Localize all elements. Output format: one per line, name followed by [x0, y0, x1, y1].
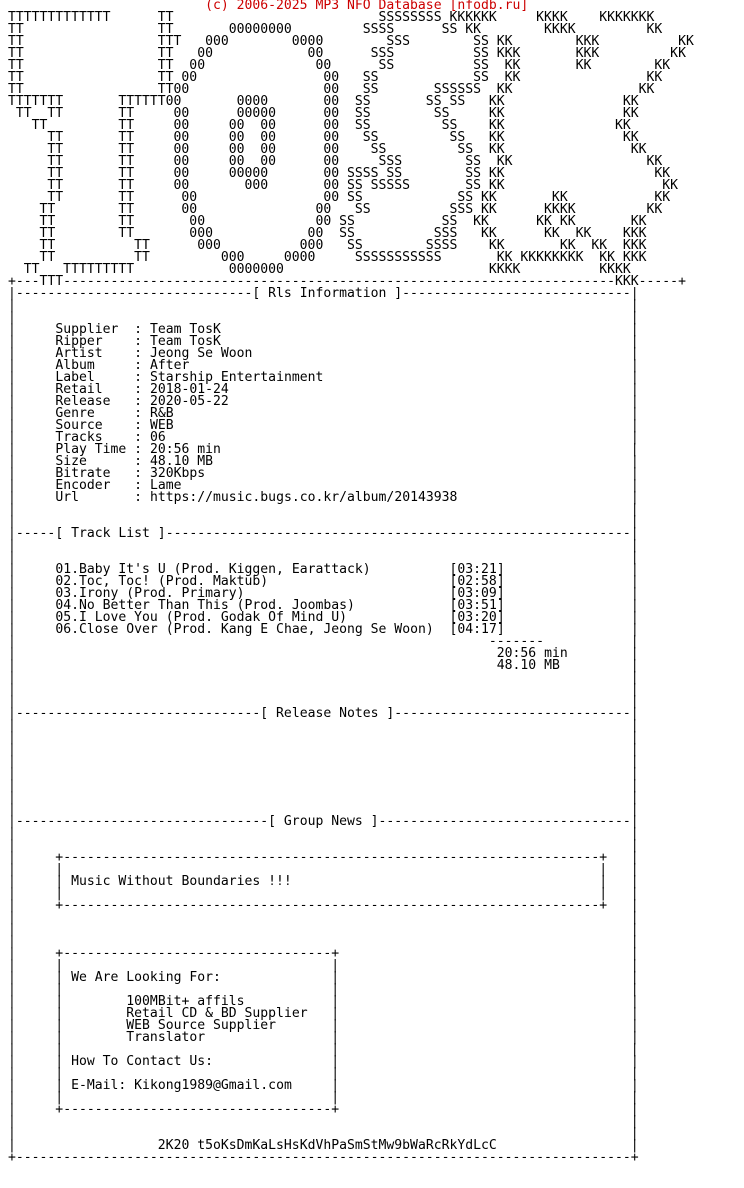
track-duration: 04:17 [457, 622, 497, 637]
info-value: After [149, 358, 190, 373]
info-key: Album [55, 358, 135, 373]
logo-art-line: TT TT00 00 SS SSSSSS KK KK [8, 82, 655, 97]
info-key: Encoder [55, 478, 135, 493]
logo-art-line: TT TT 00 00 SS SS KK KK KK KK [8, 214, 647, 229]
email-label: E-Mail: [71, 1078, 127, 1093]
looking-for-item: WEB Source Supplier [126, 1018, 277, 1033]
track-title: Baby It's U (Prod. Kiggen, Earattack) [78, 562, 371, 577]
track-number: 04 [55, 598, 72, 613]
track-title: No Better Than This (Prod. Joombas) [78, 598, 355, 613]
track-duration: 03:09 [457, 586, 497, 601]
info-value: Team TosK [149, 322, 221, 337]
logo-art-line: TT TTTTTTTTT 0000000 KKKK KKKK [8, 262, 631, 277]
looking-for-item: Retail CD & BD Supplier [126, 1006, 308, 1021]
logo-art-line: TTTTTTT TTTTTT00 0000 00 SS SS SS KK KK [8, 94, 639, 109]
track-number: 03 [55, 586, 72, 601]
track-title: Irony (Prod. Primary) [78, 586, 245, 601]
group-motto: Music Without Boundaries !!! [71, 874, 292, 889]
logo-art-line: TT TT 00000000 SSSS SS KK KKKK KK [8, 22, 663, 37]
total-size: 48.10 MB [496, 658, 560, 673]
logo-art-line: TT TT 00 00 SS SS KK KK KK [8, 190, 671, 205]
copyright-header: (c) 2006-2025 MP3 NFO Database [nfodb.ru] [205, 0, 529, 13]
info-value: 48.10 MB [149, 454, 214, 469]
section-title-info: [ Rls Information ] [252, 286, 403, 301]
info-key: Label [55, 370, 135, 385]
info-value: 20:56 min [149, 442, 221, 457]
release-tag: 2K20 t5oKsDmKaLsHsKdVhPaSmStMw9bWaRcRkYdLcC [157, 1138, 497, 1153]
info-key: Artist [55, 346, 135, 361]
track-duration: 03:20 [457, 610, 497, 625]
track-duration: 02:58 [457, 574, 497, 589]
track-duration: 03:21 [457, 562, 497, 577]
total-playtime: 20:56 min [496, 646, 568, 661]
track-number: 06 [55, 622, 72, 637]
info-key: Supplier [55, 322, 135, 337]
info-value: Team TosK [149, 334, 221, 349]
section-title-notes: [ Release Notes ] [260, 706, 395, 721]
contact-email: Kikong1989@Gmail.com [134, 1078, 292, 1093]
info-key: Size [55, 454, 135, 469]
track-title: I Love You (Prod. Godak Of Mind U) [78, 610, 348, 625]
info-key: Ripper [55, 334, 135, 349]
info-key: Bitrate [55, 466, 135, 481]
info-value: 2020-05-22 [149, 394, 229, 409]
info-value: 320Kbps [149, 466, 206, 481]
info-key: Release [55, 394, 135, 409]
logo-art-line: TT TT 00 00 00 00 SS SS KK KK [8, 118, 631, 133]
logo-art-line: TT TT 000 0000 SSSSSSSSSSS KK KKKKKKKK KK KKK [8, 250, 647, 265]
info-value: WEB [149, 418, 174, 433]
track-title: Toc, Toc! (Prod. Maktub) [78, 574, 269, 589]
info-key: Url [55, 490, 135, 505]
info-value: 2018-01-24 [149, 382, 229, 397]
looking-for-item: Translator [126, 1030, 206, 1045]
info-key: Tracks [55, 430, 135, 445]
logo-art-line: TT TTT 000 0000 SSS SS KK KKK KK [8, 34, 694, 49]
info-value: 06 [149, 430, 166, 445]
logo-art-line: TT TT 00 00 00 00 SS SS KK KK [8, 142, 647, 157]
logo-art-line: TT TT 00 00 00 00 SS SS KK KK [8, 130, 639, 145]
nfo-document: (c) 2006-2025 MP3 NFO Database [nfodb.ru] TTTTTTTTTTTTT TT SSSSSSSS KKKKKK KKKK KKKKKKK TT TT 00000000 SSSS SS KK KKKK KK TT TTT 000 0000 SSS SS KK KKK KK TT TT 00 00 SSS SS KKK KKK KK TT TT 00 00 SS SS KK KK KK TT TT 00 00 SS SS KK KK TT TT00 00 SS SSSSSS KK KK TTTTTTT TTTTTT00 0000 00 SS SS SS KK KK TT TT TT 00 00000 00 SS SS KK KK TT TT 00 00 00 00 SS SS KK KK TT TT 00 00 00 00 SS SS KK KK TT TT 00 00 00 00 SS SS KK KK TT TT 00 00 00 00 SSS SS KK KK TT TT 00 00000 00 SSSS SS SS KK KK TT TT 00 000 00 SS SSSSS SS KK KK TT TT 00 00 SS SS KK KK KK TT TT 00 00 SS SSS KK KKKK KK TT TT 00 00 SS SS KK KK KK KK TT TT 000 00 SS SSS KK KK KK KKK TT TT 000 000 SS SSSS KK KK KK KKK TT TT 000 0000 SSSSSSSSSSS KK KKKKKKKK KK KKK TT TTTTTTTTT 0000000 KKKK KKKK +---TTT----------------------------------------------------------------------KKK-----+ |------------------------------[ Rls Information ]-----------------------------| | | | | | Supplier : Team TosK | | Ripper : Team TosK | | Artist : Jeong Se Woon | | Album : After | | Label : Starship Entertainment | | Retail : 2018-01-24 | | Release : 2020-05-22 | | Genre : R&B | | Source : WEB | | Tracks : 06 | | Play Time : 20:56 min | | Size : 48.10 MB | | Bitrate : 320Kbps | | Encoder : Lame | | Url : https://music.bugs.co.kr/album/20143938 | | | | | |-----[ Track List ]-----------------------------------------------------------| | | | | | 01.Baby It's U (Prod. Kiggen, Earattack) [03:21] | | 02.Toc, Toc! (Prod. Maktub) [02:58] | | 03.Irony (Prod. Primary) [03:09] | | 04.No Better Than This (Prod. Joombas) [03:51] | | 05.I Love You (Prod. Godak Of Mind U) [03:20] | | 06.Close Over (Prod. Kang E Chae, Jeong Se Woon) [04:17] | | ------- | | 20:56 min | | 48.10 MB | | | | | | | |-------------------------------[ Release Notes ]------------------------------| | | | | | | | | | | | | | | | | |--------------------------------[ Group News ]--------------------------------| | | | | | +--------------------------------------------------------------------+ | | | | | | | Music Without Boundaries !!! | | | | | | | +--------------------------------------------------------------------+ | | | | | | | | +----------------------------------+ | | | | | | | We Are Looking For: | | | | | | | | 100MBit+ affils | | | | Retail CD & BD Supplier | | | | WEB Source Supplier | | | | Translator | | | | | | | | How To Contact Us: | | | | | | | | E-Mail: Kikong1989@Gmail.com | | | | | | | +----------------------------------+ | | | | | | 2K20 t5oKsDmKaLsHsKdVhPaSmStMw9bWaRcRkYdLcC | +------------------------------------------------------------------------------+ [8, 0, 694, 1165]
contact-heading: How To Contact Us: [71, 1054, 213, 1069]
looking-for-heading: We Are Looking For: [71, 970, 221, 985]
info-value: Lame [149, 478, 182, 493]
section-title-news: [ Group News ] [268, 814, 379, 829]
info-key: Source [55, 418, 135, 433]
track-title: Close Over (Prod. Kang E Chae, Jeong Se Woon) [78, 622, 434, 637]
info-value: Jeong Se Woon [149, 346, 253, 361]
looking-for-item: 100MBit+ affils [126, 994, 245, 1009]
logo-art-line: TT TT 00 000 00 SS SSSSS SS KK KK [8, 178, 679, 193]
info-value: R&B [149, 406, 174, 421]
logo-art-line: TT TT 00 00 SSS SS KKK KKK KK [8, 46, 686, 61]
logo-art-line: TT TT 00 00 00 00 SSS SS KK KK [8, 154, 663, 169]
track-number: 02 [55, 574, 72, 589]
info-key: Play Time [55, 442, 135, 457]
track-number: 05 [55, 610, 72, 625]
logo-art-line: TT TT TT 00 00000 00 SS SS KK KK [8, 106, 639, 121]
track-duration: 03:51 [457, 598, 497, 613]
logo-art-line: TT TT 00 00 SS SSS KK KKKK KK [8, 202, 663, 217]
section-title-tracklist: [ Track List ] [55, 526, 166, 541]
info-key: Retail [55, 382, 135, 397]
logo-art-line: TT TT 000 00 SS SSS KK KK KK KKK [8, 226, 647, 241]
logo-art-line: TT TT 00 00000 00 SSSS SS SS KK KK [8, 166, 671, 181]
logo-art-line: TT TT 00 00 SS SS KK KK [8, 70, 663, 85]
logo-art-line: TTTTTTTTTTTTT TT SSSSSSSS KKKKKK KKKK KKKKKKK [8, 10, 655, 25]
track-number: 01 [55, 562, 72, 577]
logo-art-line: TT TT 000 000 SS SSSS KK KK KK KKK [8, 238, 647, 253]
logo-art-line: TT TT 00 00 SS SS KK KK KK [8, 58, 671, 73]
info-key: Genre [55, 406, 135, 421]
info-value: https://music.bugs.co.kr/album/20143938 [149, 490, 458, 505]
info-value: Starship Entertainment [149, 370, 324, 385]
